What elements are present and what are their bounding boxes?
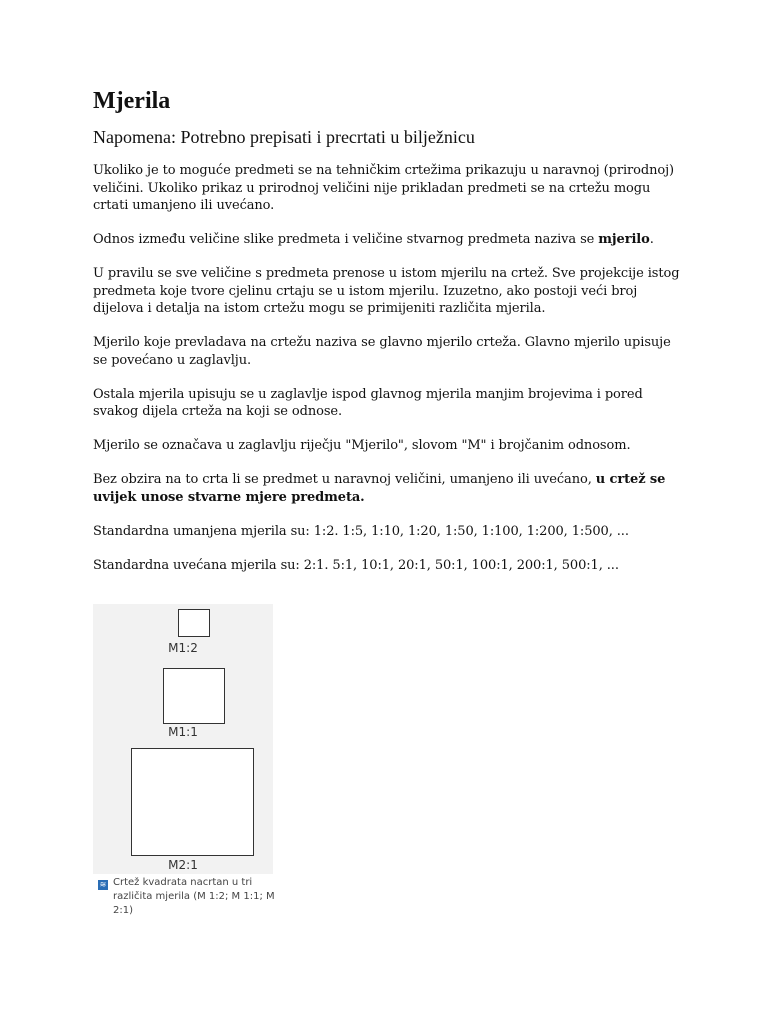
paragraph-7-bold: u crtež se uvijek unose stvarne mjere predmeta.: [93, 472, 666, 505]
paragraph-9: Standardna uvećana mjerila su: 2:1. 5:1, 10:1, 20:1, 50:1, 100:1, 200:1, 500:1, ...: [93, 557, 619, 573]
square-m1-1: [163, 668, 225, 724]
paragraph-6: Mjerilo se označava u zaglavlju riječju "Mjerilo", slovom "M" i brojčanim odnosom.: [93, 438, 631, 453]
square-m1-2: [178, 609, 210, 637]
paragraph-7-text: Bez obzira na to crta li se predmet u naravnoj veličini, umanjeno ili uvećano,: [93, 472, 596, 487]
figure-caption: [93, 874, 275, 916]
square-m2-1: [131, 748, 254, 856]
paragraph-2-end: .: [649, 232, 654, 247]
label-m1-2: M1:2: [168, 641, 198, 655]
page-subtitle: Napomena: Potrebno prepisati i precrtati u bilježnicu: [93, 127, 475, 147]
paragraph-2: [93, 231, 683, 249]
paragraph-2-bold: mjerilo: [598, 232, 650, 247]
page-title: Mjerila: [93, 88, 171, 114]
label-m1-1: M1:1: [168, 725, 198, 739]
scale-figure: [93, 604, 275, 916]
paragraph-8: Standardna umanjena mjerila su: 1:2. 1:5, 1:10, 1:20, 1:50, 1:100, 1:200, 1:500, ...: [93, 523, 629, 539]
paragraph-1: Ukoliko je to moguće predmeti se na tehničkim crtežima prikazuju u naravnoj (prirodnoj) veličini. Ukoliko prikaz u prirodnoj veličini nije prikladan predmeti se na crtežu mogu crtati umanjeno ili uvećano.: [93, 163, 674, 213]
caption-text: Crtež kvadrata nacrtan u tri različita mjerila (M 1:2; M 1:1; M 2:1): [113, 877, 275, 916]
document-body: [93, 86, 683, 591]
label-m2-1: M2:1: [168, 858, 198, 872]
paragraph-2-text: Odnos između veličine slike predmeta i veličine stvarnog predmeta naziva se: [93, 232, 599, 247]
paragraph-5: Ostala mjerila upisuju se u zaglavlje ispod glavnog mjerila manjim brojevima i pored svakog dijela crteža na koji se odnose.: [93, 386, 643, 419]
paragraph-7: [93, 471, 683, 506]
book-icon: ≋: [99, 880, 107, 889]
paragraph-4: Mjerilo koje prevladava na crtežu naziva se glavno mjerilo crteža. Glavno mjerilo upisuje se povećano u zaglavlju.: [93, 335, 671, 368]
paragraph-3: U pravilu se sve veličine s predmeta prenose u istom mjerilu na crtež. Sve projekcije istog predmeta koje tvore cjelinu crtaju se u istom mjerilu. Izuzetno, ako postoji veći broj dijelova i detalja na istom crtežu mogu se primijeniti različita mjerila.: [93, 266, 680, 316]
